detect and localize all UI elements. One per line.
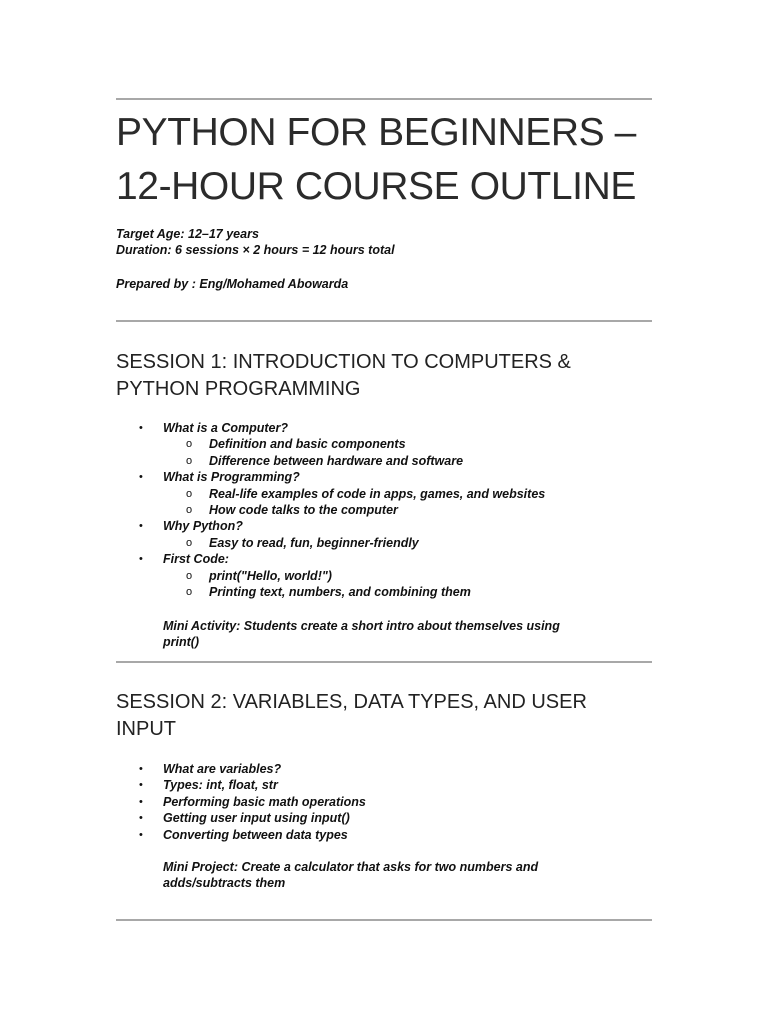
list-item — [0, 518, 768, 534]
subtopic-label: How code talks to the computer — [209, 503, 398, 518]
divider — [116, 320, 652, 322]
list-subitem — [0, 584, 768, 600]
topic-label: Getting user input using input() — [163, 811, 350, 826]
bullet-icon: • — [139, 812, 143, 825]
topic-label: Types: int, float, str — [163, 778, 278, 793]
topic-label: What is Programming? — [163, 470, 300, 485]
session-2-title: SESSION 2: VARIABLES, DATA TYPES, AND USER INPUT — [116, 691, 587, 740]
bullet-icon: • — [139, 779, 143, 792]
list-subitem — [0, 453, 768, 469]
page-title: PYTHON FOR BEGINNERS – 12-HOUR COURSE OUTLINE — [116, 111, 636, 208]
divider — [116, 661, 652, 663]
list-subitem — [0, 568, 768, 584]
bullet-icon: • — [139, 828, 143, 841]
session-1-topics — [0, 420, 768, 600]
subtopic-label: Difference between hardware and software — [209, 453, 464, 468]
list-item — [0, 469, 768, 485]
bullet-icon: • — [139, 471, 143, 484]
topic-label: Performing basic math operations — [163, 794, 366, 809]
list-item — [0, 777, 768, 793]
hollow-bullet-icon: o — [186, 586, 193, 599]
subtopic-label: Printing text, numbers, and combining them — [209, 585, 471, 600]
list-subitem — [0, 502, 768, 518]
subtopic-label: Definition and basic components — [209, 437, 406, 452]
duration: Duration: 6 sessions × 2 hours = 12 hours total — [116, 243, 395, 257]
prepared-by: Prepared by : Eng/Mohamed Abowarda — [116, 277, 349, 291]
hollow-bullet-icon: o — [186, 438, 193, 451]
session-2-topics — [0, 761, 768, 843]
mini-project: Mini Project: Create a calculator that asks for two numbers and adds/subtracts them — [163, 860, 539, 891]
hollow-bullet-icon: o — [186, 487, 193, 500]
bullet-icon: • — [139, 795, 143, 808]
mini-activity: Mini Activity: Students create a short intro about themselves using print() — [163, 619, 560, 650]
list-item — [0, 827, 768, 843]
bullet-icon: • — [139, 763, 143, 775]
hollow-bullet-icon: o — [186, 569, 193, 582]
list-subitem — [0, 535, 768, 551]
hollow-bullet-icon: o — [186, 504, 193, 517]
list-subitem — [0, 436, 768, 452]
bullet-icon: • — [139, 520, 143, 533]
bullet-icon: • — [139, 553, 143, 566]
target-age: Target Age: 12–17 years — [116, 227, 259, 241]
list-item — [0, 420, 768, 436]
divider — [116, 98, 652, 100]
hollow-bullet-icon: o — [186, 536, 193, 549]
topic-label: Converting between data types — [163, 827, 348, 842]
list-item — [0, 794, 768, 810]
list-item — [0, 810, 768, 826]
topic-label: Why Python? — [163, 519, 243, 534]
list-item — [0, 761, 768, 777]
topic-label: What is a Computer? — [163, 421, 289, 435]
session-1-title: SESSION 1: INTRODUCTION TO COMPUTERS & PYTHON PROGRAMMING — [116, 351, 571, 400]
subtopic-label: Real-life examples of code in apps, games, and websites — [209, 486, 546, 501]
subtopic-label: print("Hello, world!") — [209, 568, 332, 583]
topic-label: What are variables? — [163, 762, 282, 776]
topic-label: First Code: — [163, 552, 229, 567]
subtopic-label: Easy to read, fun, beginner-friendly — [209, 535, 419, 550]
divider — [116, 919, 652, 921]
list-item — [0, 551, 768, 567]
hollow-bullet-icon: o — [186, 454, 193, 467]
bullet-icon: • — [139, 422, 143, 434]
list-subitem — [0, 486, 768, 502]
